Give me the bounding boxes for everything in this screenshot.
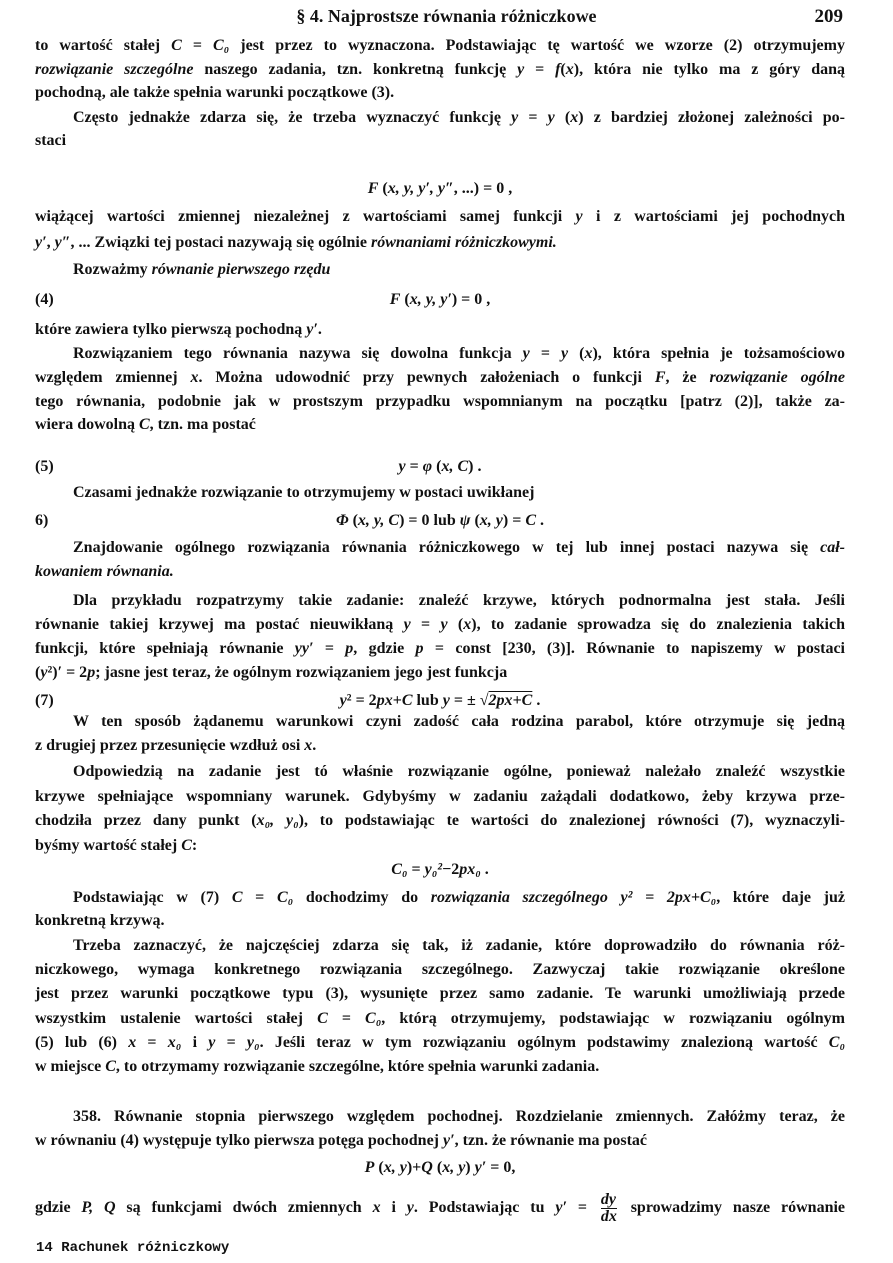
text-run: Znajdowanie ogólnego rozwiązania równania różniczkowego w tej lub innej postaci nazywa się <box>73 539 821 556</box>
equation-line <box>35 1157 845 1179</box>
text-run: i <box>181 1034 209 1051</box>
italic-run: x, y <box>479 512 503 529</box>
text-line <box>35 786 845 808</box>
text-line <box>35 983 845 1005</box>
text-run: , gdzie <box>353 640 416 657</box>
text-run: (5) lub (6) <box>35 1034 129 1051</box>
italic-run: F <box>654 369 666 386</box>
text-run: krzywe spełniające wspomniany warunek. Gdybyśmy w zadaniu zażądali dodatkowo, żeby krzywa prze- <box>35 788 845 805</box>
italic-run: rozwiązanie ogólne <box>709 369 846 386</box>
text-line <box>73 537 845 559</box>
italic-run: x, y <box>383 1159 407 1176</box>
text-line <box>35 414 845 436</box>
text-run: naszego zadania, tzn. konkretną funkcję <box>193 61 518 78</box>
text-line <box>35 835 845 857</box>
text-run: i <box>380 1199 407 1217</box>
equation-number: (7) <box>35 692 54 709</box>
text-run: = <box>313 640 346 657</box>
denominator: dx <box>600 1208 617 1225</box>
text-run: konkretną krzywą. <box>35 912 165 929</box>
italic-run: x, C <box>441 458 469 475</box>
italic-run: C <box>181 837 192 854</box>
text-run: ( <box>35 664 41 681</box>
text-run: = <box>518 109 548 126</box>
text-run: . Jeśli teraz w tym rozwiązaniu ogólnym podstawimy znalezioną wartość <box>259 1034 829 1051</box>
text-run: wszystkim ustalenie wartości stałej <box>35 1010 318 1027</box>
text-run: staci <box>35 132 67 149</box>
equation-line <box>35 178 845 200</box>
italic-run: x, y <box>442 1159 466 1176</box>
text-run: gdzie <box>35 1199 82 1217</box>
italic-run: C <box>105 1058 116 1075</box>
italic-run: p <box>87 664 96 681</box>
text-line <box>35 638 845 660</box>
italic-run: yy′ <box>294 640 314 657</box>
text-line <box>35 232 845 254</box>
text-run: ) = 0 lub <box>399 512 460 529</box>
italic-run: y′ <box>35 234 47 251</box>
radicand: 2px+C <box>488 692 533 709</box>
text-run: , tzn. ma postać <box>149 416 256 433</box>
text-run: z drugiej przez przesunięcie wzdłuż osi <box>35 737 305 754</box>
text-run: są funkcjami dwóch zmiennych <box>115 1199 373 1217</box>
text-line <box>35 1191 846 1225</box>
text-run: = <box>405 458 423 475</box>
text-line <box>35 1130 845 1152</box>
equation-line <box>35 289 845 311</box>
text-run: W ten sposób żądanemu warunkowi czyni zadość cała rodzina parabol, które otrzymuje się jedną <box>73 713 845 730</box>
italic-run: C₀ <box>391 861 408 878</box>
text-run: , że <box>665 369 710 386</box>
text-run: wiążącej wartości zmiennej niezależnej z wartościami samej funkcji <box>35 208 576 225</box>
text-run: = <box>215 1034 247 1051</box>
text-run: jest przez to wyznaczona. Podstawiając tę wartość we wzorze (2) otrzymujemy <box>229 37 845 54</box>
italic-run: φ <box>422 458 433 475</box>
text-run: tego równania, podobnie jak w prostszym przypadku wspomnianym na początku [patrz (2)], także za- <box>35 393 845 410</box>
text-run: lub <box>412 692 443 709</box>
text-run: ( <box>432 1159 443 1176</box>
text-run: , <box>46 234 55 251</box>
equation-line <box>35 859 845 881</box>
text-run: ) = 0 , <box>451 291 491 308</box>
equation-line <box>35 690 845 712</box>
italic-run: y <box>398 458 406 475</box>
text-run: względem zmiennej <box>35 369 191 386</box>
text-line <box>35 82 845 104</box>
text-run: , to otrzymamy rozwiązanie szczególne, które spełnia warunki zadania. <box>115 1058 600 1075</box>
text-line <box>73 761 845 783</box>
text-run: ), to podstawiając te wartości do znalezionej równości (7), wyznaczyli- <box>298 812 846 829</box>
text-run: Czasami jednakże rozwiązanie to otrzymujemy w postaci uwikłanej <box>73 484 535 501</box>
text-run: to wartość stałej <box>35 37 172 54</box>
italic-run: rozwiązania szczególnego y² = 2px+C₀ <box>430 889 717 906</box>
text-run: Odpowiedzią na zadanie jest tó właśnie rozwiązanie ogólne, ponieważ należało znaleźć wszystkie <box>73 763 845 780</box>
text-run: Podstawiając w (7) <box>73 889 232 906</box>
text-run: ( <box>554 109 571 126</box>
italic-run: y <box>547 109 555 126</box>
italic-run: x, y, C <box>357 512 400 529</box>
text-run: = <box>524 61 556 78</box>
text-run: i z wartościami jej pochodnych <box>582 208 846 225</box>
text-run: = 0, <box>486 1159 516 1176</box>
italic-run: p <box>415 640 424 657</box>
text-line <box>35 614 845 636</box>
running-header-title: § 4. Najprostsze równania różniczkowe <box>296 6 597 26</box>
text-run: Trzeba zaznaczyć, że najczęściej zdarza się tak, iż zadanie, które doprowadziło do równania róż- <box>73 937 845 954</box>
text-run: = <box>407 861 425 878</box>
text-run: , ...) = 0 , <box>453 180 513 197</box>
text-run: jest przez warunki początkowe typu (3), wysunięte przez samo zadanie. Te warunki umożliwiają przede <box>35 985 845 1002</box>
text-run: = const [230, (3)]. Równanie to napiszemy w postaci <box>423 640 845 657</box>
text-line <box>35 1032 845 1054</box>
text-run: . <box>480 861 489 878</box>
text-run: równanie takiej krzywej ma postać nieuwikłaną <box>35 616 404 633</box>
italic-run: y₀ <box>246 1034 260 1051</box>
text-line <box>73 711 845 733</box>
text-line <box>35 810 845 832</box>
text-run: = <box>136 1034 168 1051</box>
italic-run: x, y, y′, y″ <box>387 180 454 197</box>
italic-run: P <box>364 1159 375 1176</box>
text-run: ( <box>432 458 442 475</box>
italic-run: C₀ <box>365 1010 382 1027</box>
text-run: . <box>532 692 541 709</box>
italic-run: C <box>401 692 413 709</box>
text-run: . <box>536 512 545 529</box>
italic-run: y <box>440 616 448 633</box>
italic-run: f <box>555 61 561 78</box>
text-run: Rozwiązaniem tego równania nazywa się dowolna funkcja <box>73 345 523 362</box>
text-line <box>35 367 845 389</box>
text-run: )+ <box>406 1159 422 1176</box>
text-line <box>73 107 845 129</box>
text-run: ( <box>400 291 410 308</box>
text-run: . <box>312 737 317 754</box>
italic-run: F <box>367 180 379 197</box>
equation-line <box>35 456 845 478</box>
fraction <box>601 1192 617 1225</box>
italic-run: y₀² <box>424 861 443 878</box>
text-run: chodziła przez dany punkt ( <box>35 812 257 829</box>
italic-run: ψ <box>459 512 471 529</box>
text-line <box>35 1008 845 1030</box>
text-run: ( <box>374 1159 384 1176</box>
italic-run: y <box>511 109 519 126</box>
text-run: dochodzimy do <box>293 889 431 906</box>
footer-signature: 14 Rachunek różniczkowy <box>36 1240 230 1256</box>
italic-run: p <box>345 640 354 657</box>
italic-run: x, y, y′ <box>409 291 452 308</box>
text-run: = <box>327 1010 366 1027</box>
text-run: ² = 2 <box>346 692 377 709</box>
text-run: pochodną, ale także spełnia warunki początkowe (3). <box>35 84 395 101</box>
text-run: , tzn. że równanie ma postać <box>454 1132 648 1149</box>
text-run: −2 <box>442 861 460 878</box>
italic-run: x <box>372 1199 381 1217</box>
text-run: , którą otrzymujemy, podstawiając w rozwiązaniu ogólnym <box>381 1010 845 1027</box>
italic-run: y <box>517 61 525 78</box>
text-line <box>73 887 845 909</box>
italic-run: Φ <box>335 512 349 529</box>
text-line <box>35 959 845 981</box>
italic-run: równanie pierwszego rzędu <box>151 261 331 278</box>
italic-run: x <box>190 369 199 386</box>
italic-run: Q <box>421 1159 433 1176</box>
italic-run: y <box>406 1199 414 1217</box>
text-line <box>35 561 845 583</box>
italic-run: x <box>565 61 574 78</box>
text-run: = <box>566 1199 598 1217</box>
equation-number: (4) <box>35 291 54 308</box>
text-line <box>35 130 845 152</box>
text-run: byśmy wartość stałej <box>35 837 182 854</box>
text-run: sprowadzimy nasze równanie <box>619 1199 846 1217</box>
italic-run: x <box>584 345 593 362</box>
text-run: ) <box>465 1159 475 1176</box>
text-run: ( <box>378 180 388 197</box>
text-run: ( <box>470 512 480 529</box>
italic-run: y′ <box>443 1132 455 1149</box>
italic-run: C₀ <box>828 1034 846 1051</box>
italic-run: C <box>231 889 243 906</box>
text-run: ( <box>568 345 585 362</box>
text-run: = <box>529 345 561 362</box>
text-run: = ± √ <box>449 692 489 709</box>
italic-run: y <box>560 345 569 362</box>
italic-run: x <box>304 737 313 754</box>
italic-run: y″ <box>54 234 71 251</box>
text-line <box>35 319 845 341</box>
text-run: ) . <box>468 458 482 475</box>
text-line <box>73 1106 845 1128</box>
text-run: Rozważmy <box>73 261 152 278</box>
italic-run: y <box>208 1034 216 1051</box>
text-run: ( <box>447 616 464 633</box>
italic-run: y′ <box>555 1199 567 1217</box>
text-run: . Można udowodnić przy pewnych założeniach o funkcji <box>198 369 655 386</box>
text-run: , które daje już <box>716 889 845 906</box>
italic-run: x <box>463 616 472 633</box>
text-line <box>73 259 845 281</box>
text-run: w miejsce <box>35 1058 106 1075</box>
italic-run: równaniami różniczkowymi. <box>370 234 557 251</box>
italic-run: C₀ <box>276 889 294 906</box>
text-run: . Podstawiając tu <box>413 1199 556 1217</box>
text-run: ²)′ = 2 <box>47 664 88 681</box>
italic-run: rozwiązanie szczególne <box>35 61 194 78</box>
text-line <box>35 910 845 932</box>
text-run: . <box>317 321 322 338</box>
text-line <box>35 35 845 57</box>
text-run: ), która spełnia je tożsamościowo <box>592 345 846 362</box>
text-run: ), to zadanie sprowadza się do znalezienia takich <box>471 616 845 633</box>
page-number: 209 <box>814 6 843 27</box>
italic-run: px₀ <box>459 861 481 878</box>
italic-run: C <box>171 37 182 54</box>
italic-run: y′ <box>306 321 318 338</box>
text-run: = <box>410 616 441 633</box>
italic-run: x₀ <box>167 1034 182 1051</box>
text-run: Często jednakże zdarza się, że trzeba wyznaczyć funkcję <box>73 109 512 126</box>
text-run: funkcji, które spełniają równanie <box>35 640 295 657</box>
text-line <box>35 59 845 81</box>
text-line <box>35 391 845 413</box>
text-run: Załóżmy teraz, że <box>693 1108 845 1125</box>
text-line <box>73 343 845 365</box>
section-heading: 358. Równanie stopnia pierwszego względem pochodnej. Rozdzielanie zmiennych. <box>73 1108 694 1125</box>
italic-run: px <box>376 692 393 709</box>
text-line <box>73 590 845 612</box>
text-run: ) z bardziej złożonej zależności po- <box>578 109 845 126</box>
equation-number: (5) <box>35 458 54 475</box>
text-run: = <box>181 37 213 54</box>
italic-run: y <box>403 616 411 633</box>
italic-run: C₀ <box>213 37 230 54</box>
italic-run: y′ <box>474 1159 487 1176</box>
italic-run: F <box>389 291 401 308</box>
text-run: ) = <box>502 512 526 529</box>
text-run: : <box>191 837 198 854</box>
text-run: , ... Związki tej postaci nazywają się ogólnie <box>70 234 371 251</box>
italic-run: y <box>522 345 530 362</box>
equation-number: 6) <box>35 512 49 529</box>
text-run: ( <box>348 512 358 529</box>
italic-run: C <box>139 416 150 433</box>
numerator: dy <box>600 1191 616 1208</box>
italic-run: y <box>442 692 450 709</box>
italic-run: y <box>575 208 583 225</box>
italic-run: cał- <box>820 539 845 556</box>
text-run: = <box>242 889 277 906</box>
italic-run: kowaniem równania. <box>35 563 174 580</box>
text-run: ), która nie tylko ma z góry daną <box>573 61 845 78</box>
italic-run: P, Q <box>81 1199 116 1217</box>
italic-run: C <box>317 1010 328 1027</box>
italic-run: x₀, y₀ <box>256 812 299 829</box>
text-line <box>35 735 845 757</box>
text-run: Dla przykładu rozpatrzymy takie zadanie: znaleźć krzywe, których podnormalna jest stała. Jeśli <box>73 592 845 609</box>
text-run: które zawiera tylko pierwszą pochodną <box>35 321 307 338</box>
text-line <box>35 1056 845 1078</box>
italic-run: C <box>525 512 537 529</box>
text-line <box>35 662 845 684</box>
text-line <box>73 482 845 504</box>
italic-run: y <box>40 664 48 681</box>
text-run: wiera dowolną <box>35 416 139 433</box>
italic-run: x <box>128 1034 137 1051</box>
text-line <box>73 935 845 957</box>
italic-run: x <box>570 109 579 126</box>
text-run: + <box>392 692 402 709</box>
italic-run: y <box>339 692 347 709</box>
text-run: ( <box>560 61 566 78</box>
equation-line <box>35 510 845 532</box>
text-run: niczkowego, wymaga konkretnego rozwiązania szczególnego. Zazwyczaj takie rozwiązanie określone <box>35 961 845 978</box>
text-run: w równaniu (4) występuje tylko pierwsza potęga pochodnej <box>35 1132 443 1149</box>
text-line <box>35 206 845 228</box>
text-run: ; jasne jest teraz, że ogólnym rozwiązaniem jego jest funkcja <box>95 664 508 681</box>
